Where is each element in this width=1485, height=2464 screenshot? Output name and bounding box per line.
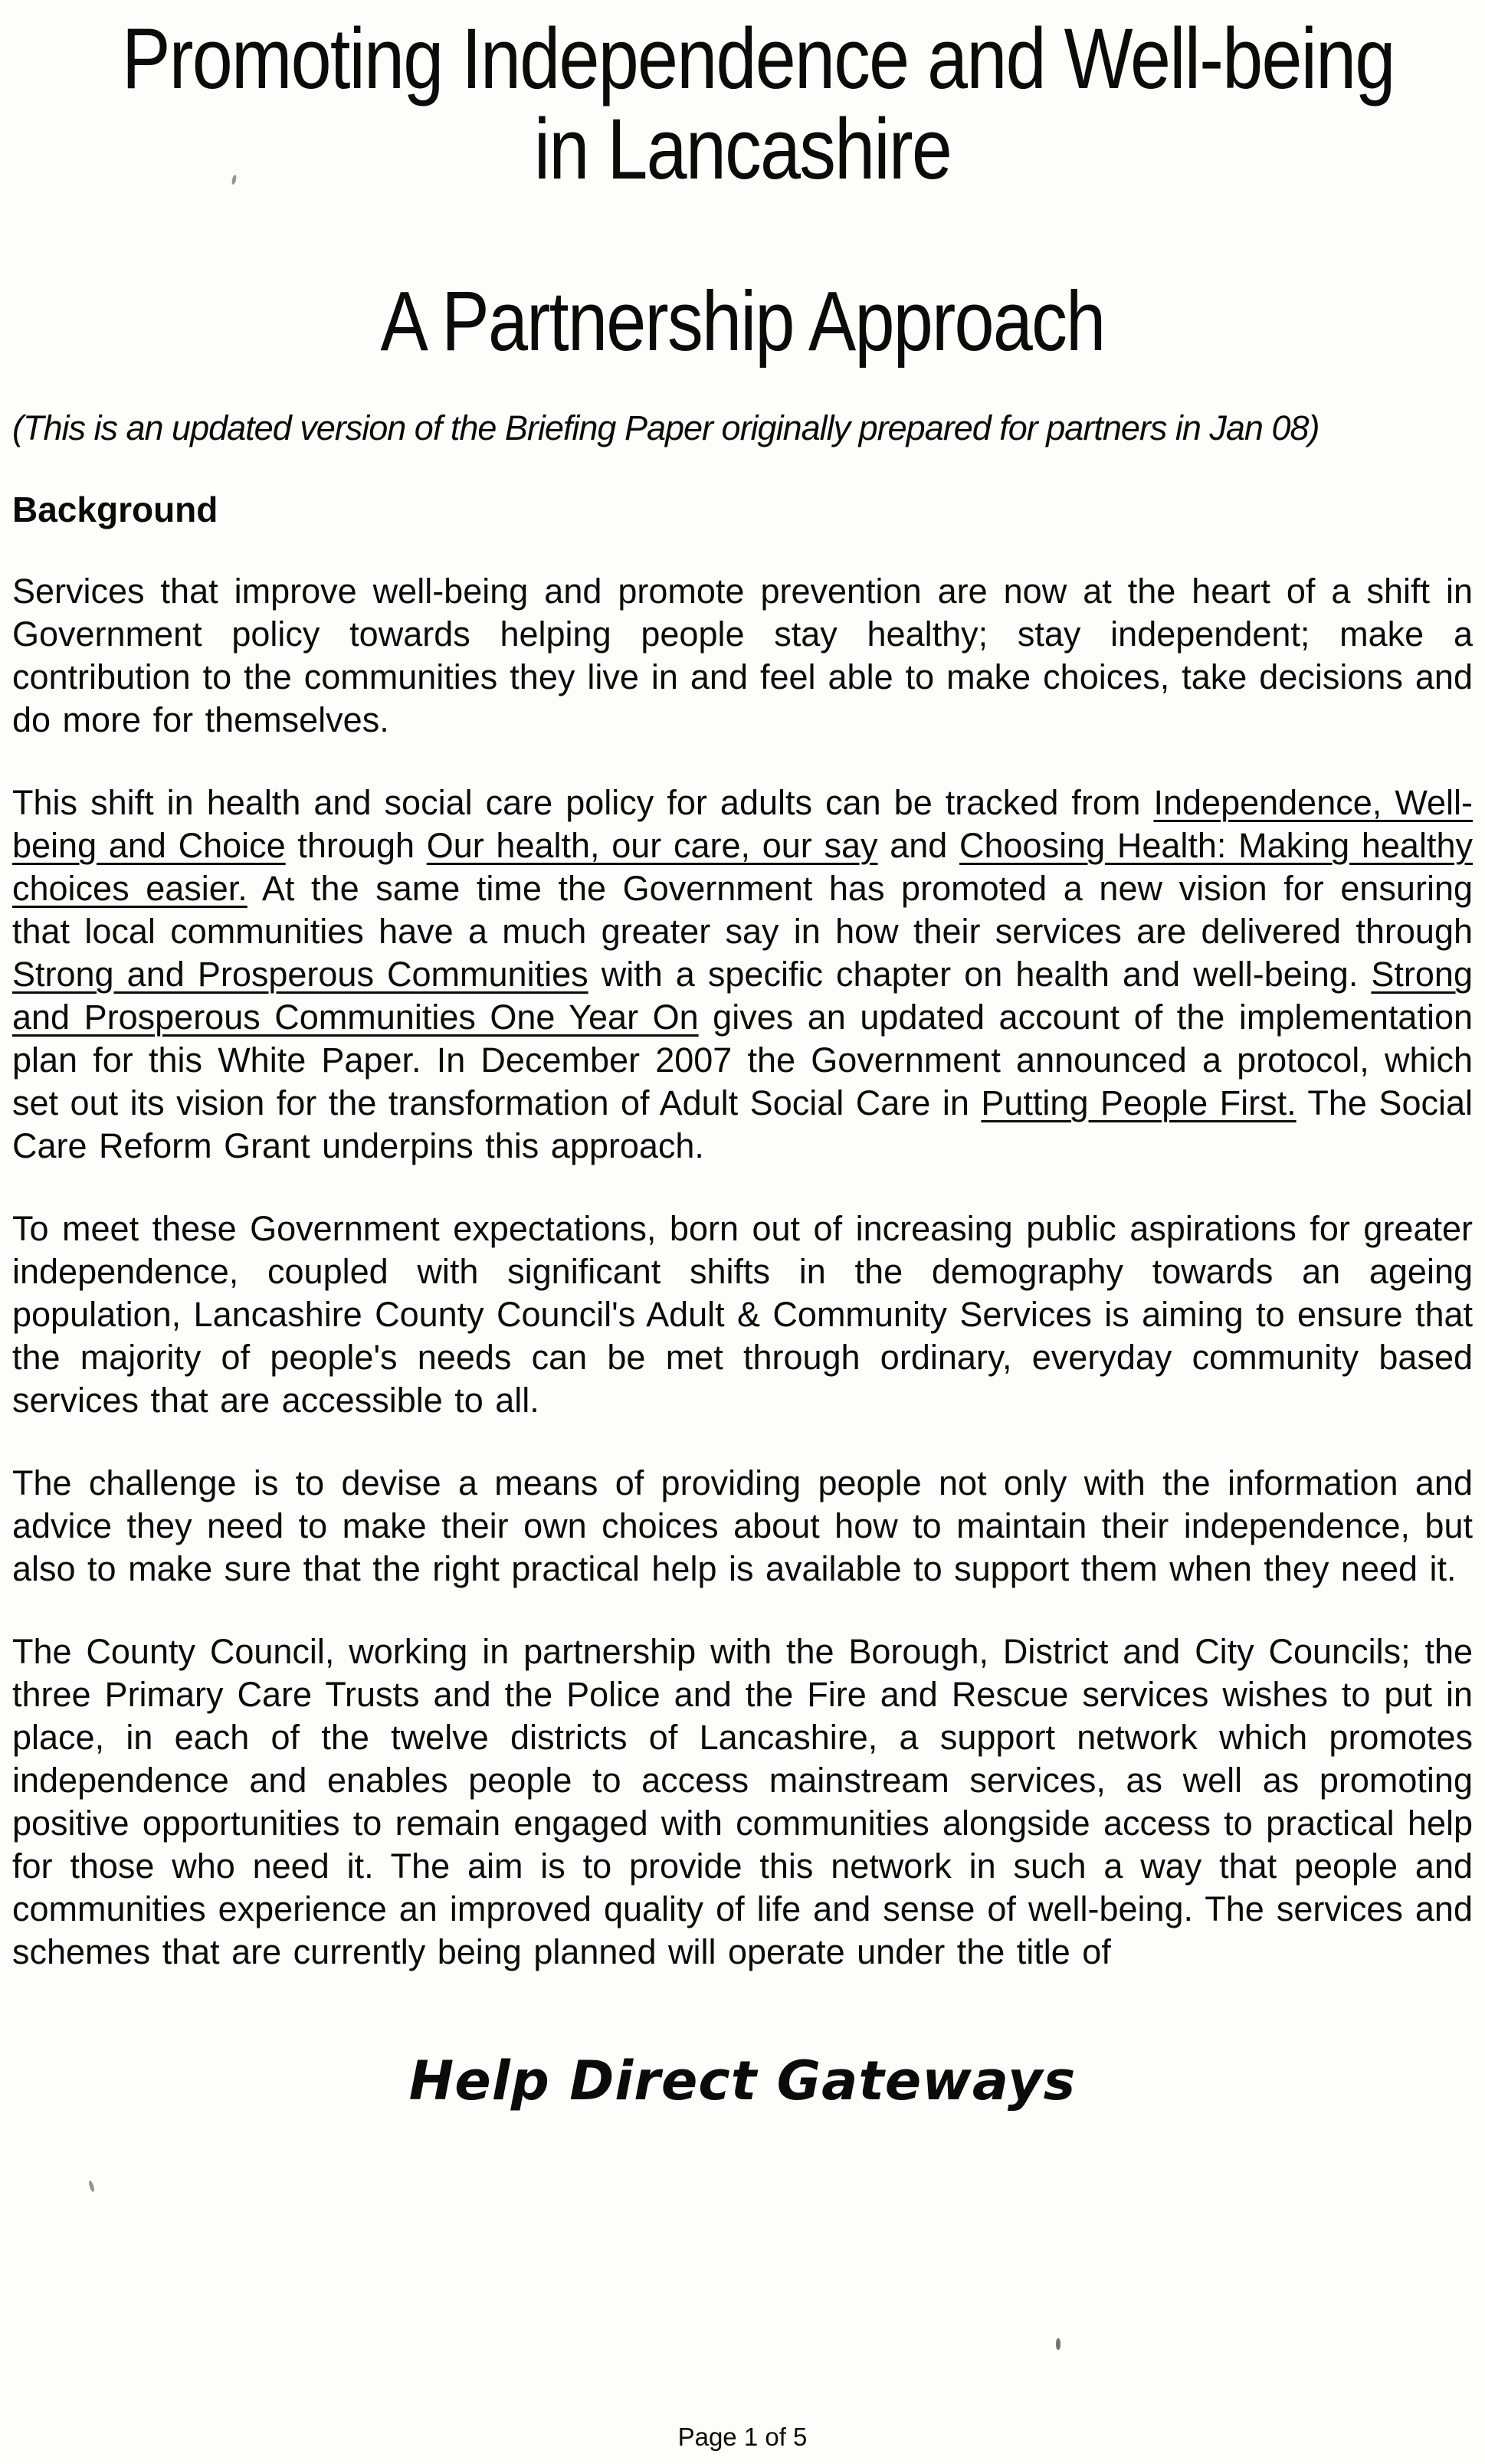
underlined-phrase: Choosing Health: Making healthy choices easier. (12, 826, 1473, 908)
text-segment: gives an updated account of the implementation plan for this White Paper. In December 2007 the Government announced a protocol, which set out its vision for the transformation of Adult Social Care in (12, 998, 1473, 1122)
title-line-1: Promoting Independence and Well-being (121, 11, 1395, 106)
text-segment: and (877, 826, 959, 865)
help-direct-gateways-banner: Help Direct Gateways (408, 2050, 1077, 2112)
text-segment: The Social Care Reform Grant underpins this approach. (12, 1083, 1473, 1165)
text-segment: To meet these Government expectations, born out of increasing public aspirations for greater independence, coupled with significant shifts in the demography towards an ageing population, Lancashire County Council's Adult & Community Services is aiming to ensure that the majority of people's needs can be met through ordinary, everyday community based services that are accessible to all. (12, 1209, 1473, 1420)
underlined-phrase: Strong and Prosperous Communities (12, 955, 588, 994)
paragraph-government-expectations (12, 1207, 1473, 1422)
text-segment: through (285, 826, 427, 865)
underlined-phrase: Independence, Well-being and Choice (12, 783, 1473, 865)
underlined-phrase: Putting People First. (981, 1083, 1297, 1122)
text-segment: The challenge is to devise a means of providing people not only with the information and advice they need to make their own choices about how to maintain their independence, but also to make sure that the right practical help is available to support them when they need it. (12, 1463, 1473, 1588)
text-segment: with a specific chapter on health and well-being. (588, 955, 1372, 994)
paragraph-policy-shift (12, 781, 1473, 1168)
text-segment: At the same time the Government has promoted a new vision for ensuring that local communities have a much greater say in how their services are delivered through (12, 869, 1473, 951)
document-subtitle: A Partnership Approach (380, 274, 1105, 369)
scan-artifact-speck (88, 2181, 95, 2193)
scan-artifact-speck (1056, 2338, 1060, 2350)
underlined-phrase: Strong and Prosperous Communities One Year On (12, 955, 1473, 1037)
section-heading-background: Background (12, 490, 218, 529)
document-title (121, 11, 1395, 197)
paragraph-county-council (12, 1630, 1473, 1974)
underlined-phrase: Our health, our care, our say (426, 826, 878, 865)
text-segment: Services that improve well-being and promote prevention are now at the heart of a shift in Government policy towards helping people stay healthy; stay independent; make a contribution to the communities they live in and feel able to make choices, take decisions and do more for themselves. (12, 572, 1473, 739)
text-segment: This shift in health and social care policy for adults can be tracked from (12, 783, 1154, 822)
version-note: (This is an updated version of the Briefing Paper originally prepared for partners in Jan 08) (12, 408, 1319, 447)
page-number-footer: Page 1 of 5 (677, 2423, 808, 2451)
text-segment: The County Council, working in partnership with the Borough, District and City Councils; the three Primary Care Trusts and the Police and the Fire and Rescue services wishes to put in place, in each of the twelve districts of Lancashire, a support network which promotes independence and enables people to access mainstream services, as well as promoting positive opportunities to remain engaged with communities alongside access to practical help for those who need it. The aim is to provide this network in such a way that people and communities experience an improved quality of life and sense of well-being. The services and schemes that are currently being planned will operate under the title of (12, 1632, 1473, 1971)
title-line-2: in Lancashire (533, 101, 952, 197)
paragraph-challenge (12, 1462, 1473, 1591)
paragraph-services (12, 570, 1473, 742)
